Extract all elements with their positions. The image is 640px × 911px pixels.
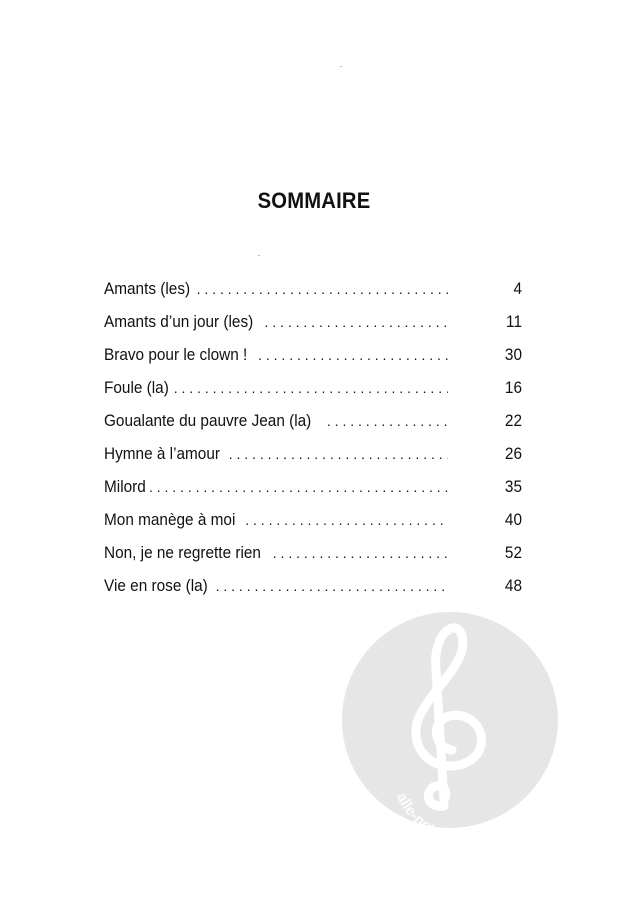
dot-leader [327, 413, 448, 429]
dot-leader [149, 479, 448, 495]
page-title: SOMMAIRE [257, 188, 371, 213]
dot-leader [197, 281, 448, 297]
toc-entry-title: Goualante du pauvre Jean (la) [104, 412, 312, 430]
toc-entry [104, 280, 522, 313]
toc-entry [104, 577, 522, 610]
dot-leader [258, 347, 448, 363]
treble-clef-icon [340, 610, 560, 830]
toc-entry [104, 379, 522, 412]
toc-entry [104, 478, 522, 511]
toc-entry-title: Mon manège à moi [104, 511, 236, 529]
toc-entry [104, 346, 522, 379]
toc-entry-page: 4 [513, 280, 522, 298]
toc-entry-page: 22 [504, 412, 522, 430]
toc-entry-title: Bravo pour le clown ! [104, 346, 248, 364]
toc-entry-title: Hymne à l’amour [104, 445, 220, 463]
scan-speck [258, 255, 260, 256]
dot-leader [174, 380, 448, 396]
toc-entry [104, 412, 522, 445]
toc-entry-page: 52 [504, 544, 522, 562]
toc-entry-page: 26 [504, 445, 522, 463]
toc-entry [104, 544, 522, 577]
toc-entry-title: Amants (les) [104, 280, 191, 298]
toc-entry-title: Foule (la) [104, 379, 169, 397]
toc-entry [104, 445, 522, 478]
watermark-logo [340, 610, 560, 830]
dot-leader [245, 512, 448, 528]
toc-entry-title: Non, je ne regrette rien [104, 544, 261, 562]
watermark-text: alle-not [392, 790, 439, 830]
dot-leader [229, 446, 448, 462]
table-of-contents [104, 280, 522, 610]
toc-entry [104, 313, 522, 346]
dot-leader [264, 314, 448, 330]
dot-leader [273, 545, 448, 561]
toc-entry-page: 48 [504, 577, 522, 595]
toc-entry-title: Amants d’un jour (les) [104, 313, 254, 331]
toc-entry-page: 40 [504, 511, 522, 529]
toc-entry-page: 11 [506, 313, 522, 331]
dot-leader [216, 578, 448, 594]
toc-entry-page: 30 [504, 346, 522, 364]
toc-entry-title: Vie en rose (la) [104, 577, 208, 595]
scan-speck [340, 66, 342, 67]
toc-entry-page: 35 [504, 478, 522, 496]
toc-entry-page: 16 [504, 379, 522, 397]
toc-entry-title: Milord [104, 478, 146, 496]
toc-entry [104, 511, 522, 544]
